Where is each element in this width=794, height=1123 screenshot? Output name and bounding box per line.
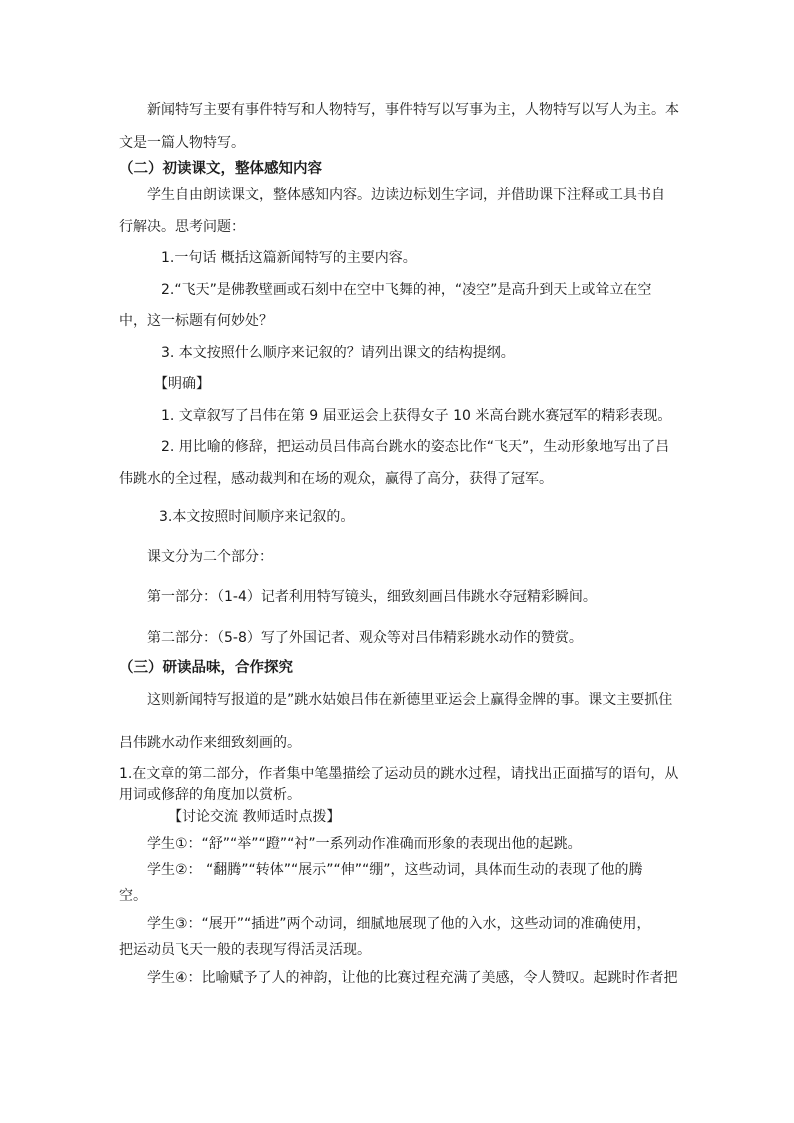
answer-label: 【明确】 (154, 376, 210, 392)
question-1: 1.一句话 概括这篇新闻特写的主要内容。 (161, 250, 417, 266)
section3-question-line-2: 用词或修辞的角度加以赏析。 (119, 787, 301, 803)
section-heading-2: （二）初读课文，整体感知内容 (119, 161, 322, 177)
answer-1: 1. 文章叙写了吕伟在第 9 届亚运会上获得女子 10 米高台跳水赛冠军的精彩表现。 (161, 408, 672, 424)
student-2-answer-line-1: 学生②： “翻腾”“转体”“展示”“伸”“绷”，这些动词，具体而生动的表现了他的腾 (147, 862, 643, 878)
section3-para-line-1: 这则新闻特写报道的是”跳水姑娘吕伟在新德里亚运会上赢得金牌的事。课文主要抓住 (147, 692, 673, 708)
section3-para-line-2: 吕伟跳水动作来细致刻画的。 (119, 735, 301, 751)
student-2-answer-line-2: 空。 (119, 888, 147, 904)
question-2-line-1: 2.“飞天”是佛教壁画或石刻中在空中飞舞的神，“凌空”是高升到天上或耸立在空 (161, 282, 652, 298)
student-4-answer-line-1: 学生④：比喻赋予了人的神韵，让他的比赛过程充满了美感，令人赞叹。起跳时作者把 (147, 970, 678, 986)
structure-part-2: 第二部分：（5-8）写了外国记者、观众等对吕伟精彩跳水动作的赞赏。 (147, 630, 583, 646)
answer-3: 3.本文按照时间顺序来记叙的。 (159, 509, 355, 525)
student-3-answer-line-2: 把运动员飞天一般的表现写得活灵活现。 (119, 942, 371, 958)
structure-part-1: 第一部分：（1-4）记者利用特写镜头，细致刻画吕伟跳水夺冠精彩瞬间。 (147, 589, 597, 605)
question-3: 3. 本文按照什么顺序来记叙的？请列出课文的结构提纲。 (161, 345, 515, 361)
section-heading-3: （三）研读品味，合作探究 (119, 660, 293, 676)
section2-para-line-2: 行解决。思考问题： (119, 219, 245, 235)
student-1-answer: 学生①：“舒”“举”“蹬”“衬”一系列动作准确而形象的表现出他的起跳。 (147, 836, 582, 852)
answer-2-line-2: 伟跳水的全过程，感动裁判和在场的观众，赢得了高分，获得了冠军。 (119, 471, 553, 487)
question-2-line-2: 中，这一标题有何妙处？ (119, 313, 273, 329)
discussion-label: 【讨论交流 教师适时点拨】 (168, 809, 341, 825)
answer-2-line-1: 2. 用比喻的修辞，把运动员吕伟高台跳水的姿态比作“飞天”，生动形象地写出了吕 (161, 439, 670, 455)
student-3-answer-line-1: 学生③：“展开”“插进”两个动词，细腻地展现了他的入水，这些动词的准确使用， (147, 916, 651, 932)
intro-line-1: 新闻特写主要有事件特写和人物特写，事件特写以写事为主，人物特写以写人为主。本 (147, 102, 679, 118)
structure-intro: 课文分为二个部分： (147, 549, 273, 565)
section3-question-line-1: 1.在文章的第二部分，作者集中笔墨描绘了运动员的跳水过程，请找出正面描写的语句，从 (119, 766, 679, 782)
section2-para-line-1: 学生自由朗读课文，整体感知内容。边读边标划生字词，并借助课下注释或工具书自 (147, 187, 665, 203)
intro-line-2: 文是一篇人物特写。 (119, 135, 245, 151)
